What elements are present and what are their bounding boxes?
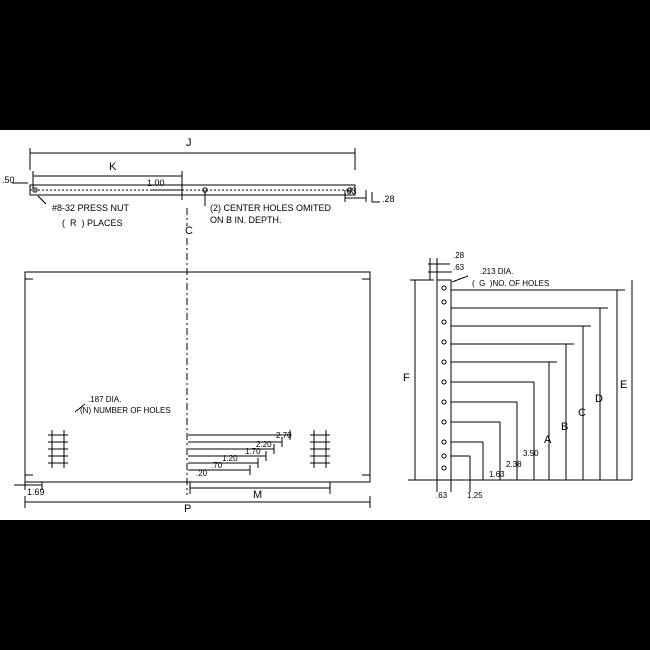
dim-label-m: M	[253, 489, 263, 501]
stack-dim-3: 1.70	[245, 447, 261, 456]
drawing-vectors	[0, 130, 650, 520]
stack-dim-0: .20	[196, 469, 208, 478]
stack-dim-5: 2.70	[276, 431, 292, 440]
side-dim-063: .63	[453, 263, 465, 272]
side-dim-f: F	[403, 372, 410, 384]
dim-label-k: K	[109, 161, 117, 173]
note-center-holes-line2: ON B IN. DEPTH.	[210, 215, 282, 225]
note-n-holes: (N) NUMBER OF HOLES	[80, 406, 171, 415]
side-dim-028: .28	[453, 251, 465, 260]
note-press-nut: #8-32 PRESS NUT	[52, 203, 130, 213]
dim-label-p: P	[184, 503, 192, 515]
side-dim-e: E	[620, 379, 628, 391]
side-dim-b: B	[561, 421, 569, 433]
note-center-holes-line1: (2) CENTER HOLES OMITED	[210, 203, 332, 213]
dim-label-169: 1.69	[27, 487, 45, 497]
note-g-holes: ( G )NO. OF HOLES	[472, 279, 550, 288]
dim-label-j: J	[186, 137, 192, 149]
side-inner-dim-125: 1.25	[467, 491, 483, 500]
note-press-nut-places: ( R ) PLACES	[62, 218, 123, 228]
stack-dim-2: 1.20	[222, 454, 238, 463]
side-inner-dim-163: 1.63	[489, 470, 505, 479]
side-dim-c: C	[578, 407, 586, 419]
centerline-label: C	[185, 225, 193, 237]
stack-dim-4: 2.20	[256, 440, 272, 449]
drawing-sheet	[0, 130, 650, 520]
note-187-dia: .187 DIA.	[88, 395, 122, 404]
dim-label-063: .63	[344, 186, 357, 196]
side-dim-a: A	[544, 434, 552, 446]
dim-label-one: 1.00	[147, 178, 165, 188]
note-213-dia: .213 DIA.	[480, 267, 514, 276]
dim-label-028: .28	[382, 194, 395, 204]
side-dim-d: D	[595, 393, 603, 405]
side-inner-dim-350: 3.50	[523, 449, 539, 458]
side-inner-dim-063: .63	[436, 491, 448, 500]
dim-label-half: .50	[2, 175, 15, 185]
stack-dim-1: .70	[211, 461, 223, 470]
side-inner-dim-238: 2.38	[506, 460, 522, 469]
